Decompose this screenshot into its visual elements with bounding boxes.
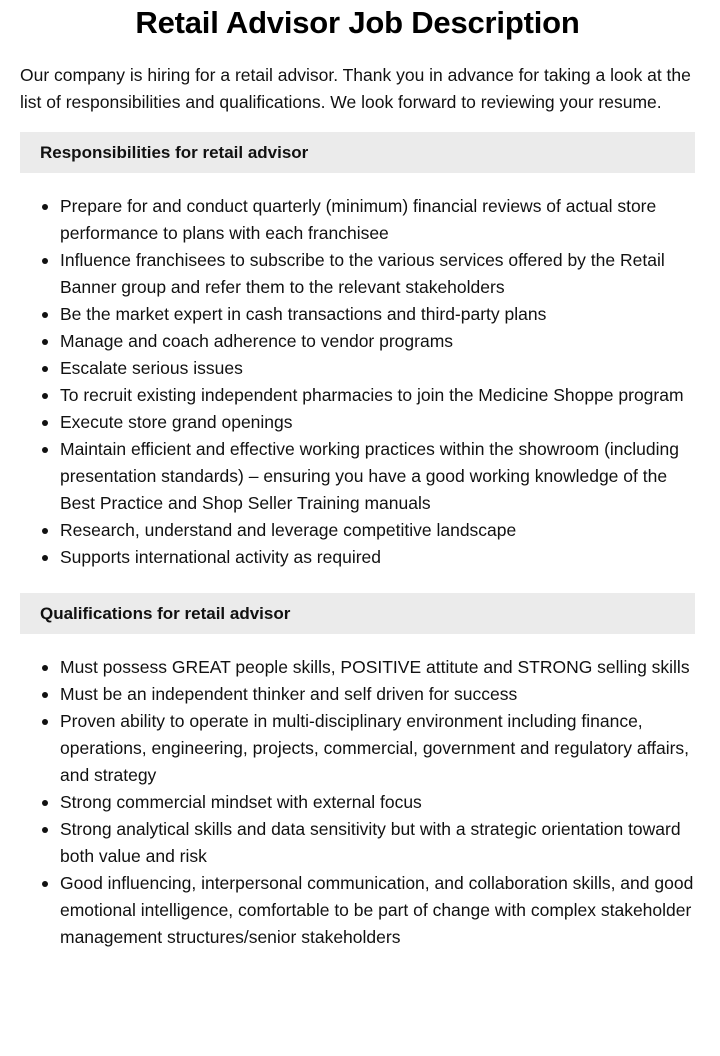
list-item: Prepare for and conduct quarterly (minimum) financial reviews of actual store performance to plans with each franchisee bbox=[60, 193, 695, 247]
list-item: Influence franchisees to subscribe to the various services offered by the Retail Banner group and refer them to the relevant stakeholders bbox=[60, 247, 695, 301]
list-item: Strong commercial mindset with external focus bbox=[60, 789, 695, 816]
list-item: Proven ability to operate in multi-disciplinary environment including finance, operations, engineering, projects, commercial, government and regulatory affairs, and strategy bbox=[60, 708, 695, 789]
list-item: Execute store grand openings bbox=[60, 409, 695, 436]
responsibilities-list bbox=[20, 193, 695, 571]
section-spacer bbox=[20, 571, 695, 577]
list-item: To recruit existing independent pharmacies to join the Medicine Shoppe program bbox=[60, 382, 695, 409]
list-item: Strong analytical skills and data sensitivity but with a strategic orientation toward both value and risk bbox=[60, 816, 695, 870]
list-item: Escalate serious issues bbox=[60, 355, 695, 382]
list-item: Research, understand and leverage competitive landscape bbox=[60, 517, 695, 544]
responsibilities-heading: Responsibilities for retail advisor bbox=[20, 132, 695, 173]
qualifications-list bbox=[20, 654, 695, 951]
page-title: Retail Advisor Job Description bbox=[135, 5, 580, 40]
intro-paragraph: Our company is hiring for a retail advisor. Thank you in advance for taking a look at the list of responsibilities and qualifications. We look forward to reviewing your resume. bbox=[20, 65, 691, 112]
list-item: Good influencing, interpersonal communication, and collaboration skills, and good emotional intelligence, comfortable to be part of change with complex stakeholder management structures/senior stakeholders bbox=[60, 870, 695, 951]
list-item: Must be an independent thinker and self driven for success bbox=[60, 681, 695, 708]
qualifications-heading: Qualifications for retail advisor bbox=[20, 593, 695, 634]
list-item: Be the market expert in cash transactions and third-party plans bbox=[60, 301, 695, 328]
list-item: Must possess GREAT people skills, POSITIVE attitute and STRONG selling skills bbox=[60, 654, 695, 681]
list-item: Maintain efficient and effective working practices within the showroom (including presentation standards) – ensuring you have a good working knowledge of the Best Practice and Shop Seller Training manuals bbox=[60, 436, 695, 517]
list-item: Manage and coach adherence to vendor programs bbox=[60, 328, 695, 355]
list-item: Supports international activity as required bbox=[60, 544, 695, 571]
